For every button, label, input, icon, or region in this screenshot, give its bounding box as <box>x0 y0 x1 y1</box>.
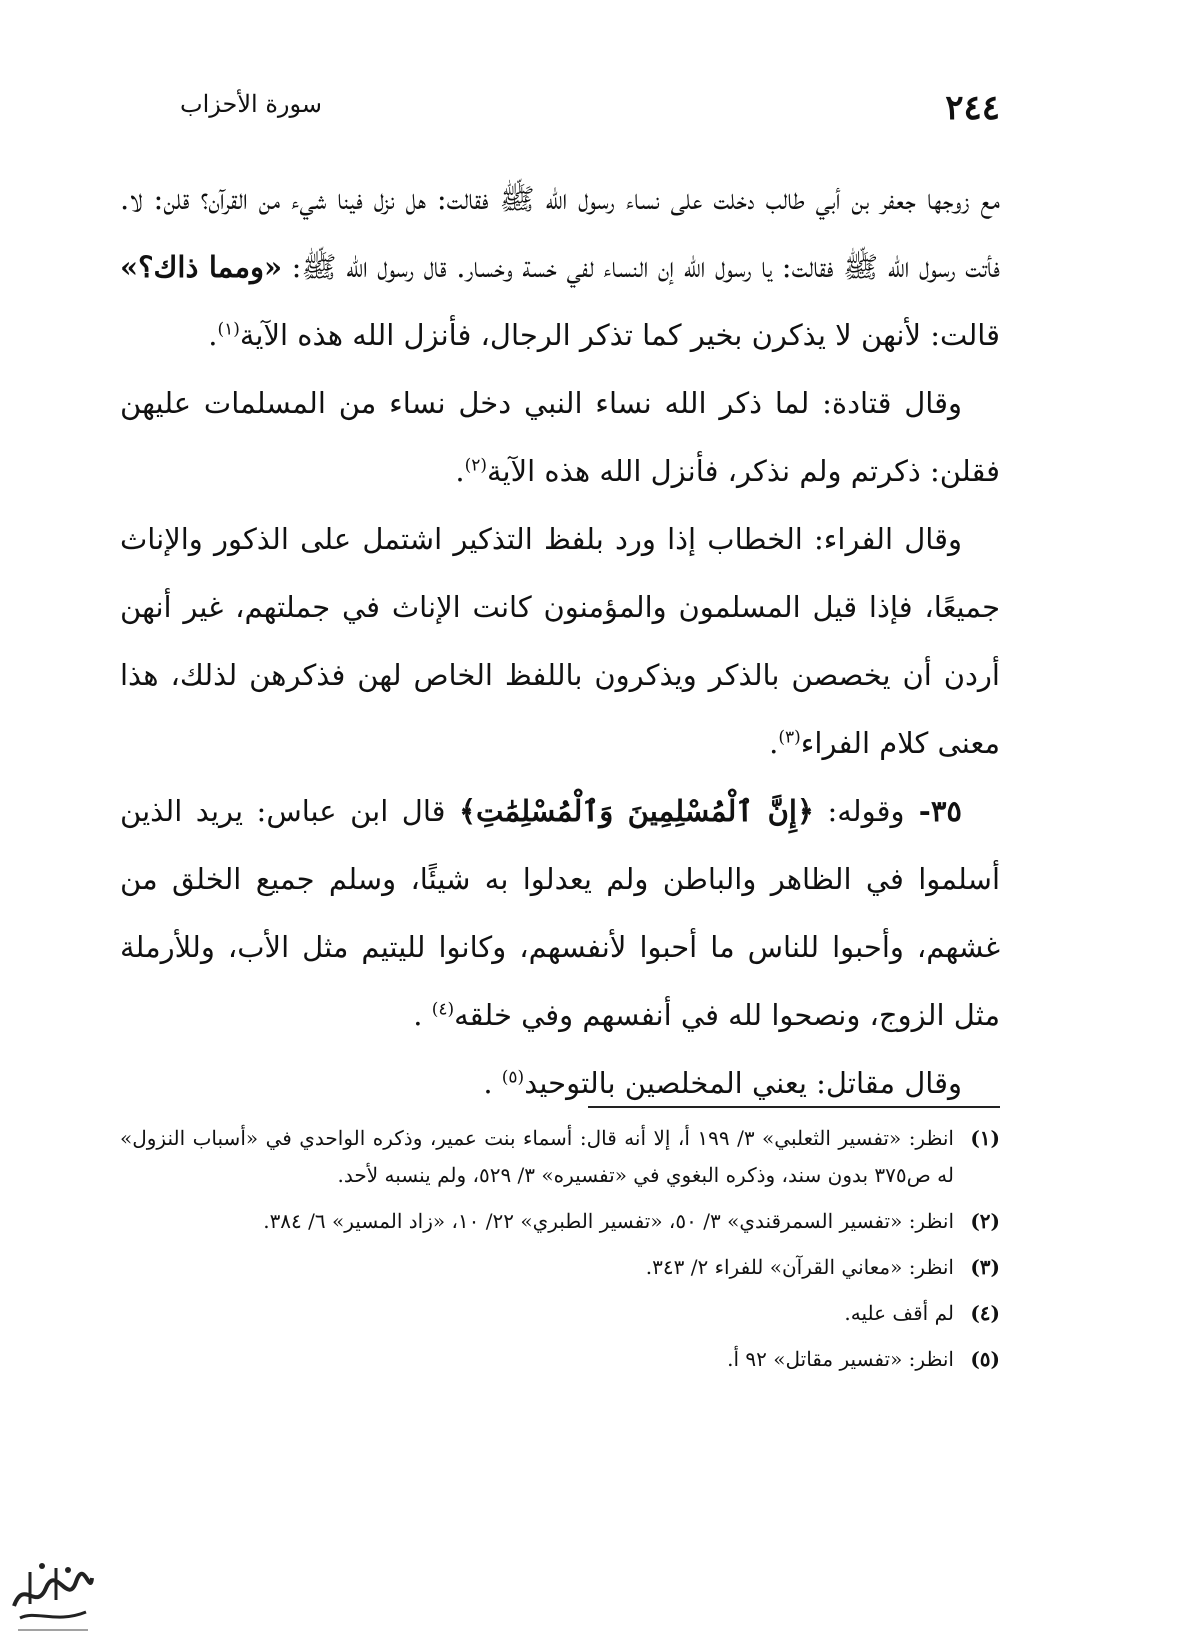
footnote-4 <box>120 1295 1000 1332</box>
quran-verse: ﴿إِنَّ ٱلْمُسْلِمِينَ وَٱلْمُسْلِمَٰتِ﴾ <box>458 794 814 828</box>
footnote-ref-4: (٤) <box>431 999 455 1020</box>
paragraph-4 <box>120 777 1000 1049</box>
footnote-number: (٤) <box>970 1301 1000 1325</box>
footnote-text: لم أقف عليه. <box>844 1301 954 1325</box>
footnote-divider <box>588 1106 1000 1108</box>
paragraph-5-end: . <box>483 1066 502 1100</box>
footnote-2 <box>120 1203 1000 1240</box>
page-number: ٢٤٤ <box>945 88 1000 128</box>
footnote-1 <box>120 1120 1000 1194</box>
paragraph-4-end: . <box>413 998 432 1032</box>
footnote-number: (٣) <box>970 1255 1000 1279</box>
footnote-ref-3: (٣) <box>778 727 801 748</box>
paragraph-2-end: . <box>455 454 465 488</box>
footnote-number: (٥) <box>970 1347 1000 1371</box>
verse-number: ٣٥- <box>904 794 962 828</box>
paragraph-1-text-b: قالت: لأنهن لا يذكرن بخير كما تذكر الرجال، فأنزل الله هذه الآية <box>239 318 1000 352</box>
footnote-text: انظر: «تفسير السمرقندي» ٣/ ٥٠، «تفسير الطبري» ٢٢/ ١٠، «زاد المسير» ٦/ ٣٨٤. <box>263 1209 954 1233</box>
publisher-logo <box>6 1548 98 1640</box>
paragraph-1-quote: «ومما ذاك؟» <box>120 250 283 284</box>
main-text <box>120 165 1000 1117</box>
footnote-text: انظر: «تفسير الثعلبي» ٣/ ١٩٩ أ، إلا أنه قال: أسماء بنت عمير، وذكره الواحدي في «أسباب النزول» له ص٣٧٥ بدون سند، وذكره البغوي في «تفسيره» ٣/ ٥٢٩، ولم ينسبه لأحد. <box>120 1126 954 1187</box>
paragraph-5-text: وقال مقاتل: يعني المخلصين بالتوحيد <box>524 1066 962 1100</box>
paragraph-3-text: وقال الفراء: الخطاب إذا ورد بلفظ التذكير اشتمل على الذكور والإناث جميعًا، فإذا قيل المسلمون والمؤمنون كانت الإناث في جملتهم، غير أنهن أردن أن يخصصن بالذكر ويذكرون باللفظ الخاص لهن فذكرهن لذلك، هذا معنى كلام الفراء <box>120 522 1000 760</box>
paragraph-2 <box>120 369 1000 505</box>
paragraph-1 <box>120 165 1000 369</box>
footnote-ref-5: (٥) <box>501 1067 525 1088</box>
footnotes <box>120 1120 1000 1387</box>
footnote-number: (١) <box>970 1126 1000 1150</box>
footnote-text: انظر: «معاني القرآن» للفراء ٢/ ٣٤٣. <box>645 1255 954 1279</box>
footnote-ref-2: (٢) <box>464 455 487 476</box>
footnote-ref-1: (١) <box>217 319 240 340</box>
footnote-3 <box>120 1249 1000 1286</box>
paragraph-3-end: . <box>769 726 779 760</box>
paragraph-2-text: وقال قتادة: لما ذكر الله نساء النبي دخل نساء من المسلمات عليهن فقلن: ذكرتم ولم نذكر، فأنزل الله هذه الآية <box>120 386 1000 488</box>
paragraph-1-text-a: مع زوجها جعفر بن أبي طالب دخلت على نساء رسول الله ﷺ فقالت: هل نزل فينا شيء من القرآن؟ قلن: لا. فأتت رسول الله ﷺ فقالت: يا رسول الله إن النساء لفي خسة وخسار. قال رسول الله ﷺ: <box>120 182 1000 284</box>
surah-title: سورة الأحزاب <box>180 90 322 118</box>
paragraph-3 <box>120 505 1000 777</box>
paragraph-4-text-b: قال ابن عباس: يريد الذين أسلموا في الظاهر والباطن ولم يعدلوا به شيئًا، وسلم جميع الخلق من غشهم، وأحبوا للناس ما أحبوا لأنفسهم، وكانوا لليتيم مثل الأب، وللأرملة مثل الزوج، ونصحوا لله في أنفسهم وفي خلقه <box>120 794 1000 1032</box>
page-header <box>180 88 1000 128</box>
footnote-number: (٢) <box>970 1209 1000 1233</box>
footnote-5 <box>120 1341 1000 1378</box>
paragraph-1-end: . <box>208 318 218 352</box>
paragraph-4-text-a: وقوله: <box>813 794 905 828</box>
footnote-text: انظر: «تفسير مقاتل» ٩٢ أ. <box>727 1347 954 1371</box>
